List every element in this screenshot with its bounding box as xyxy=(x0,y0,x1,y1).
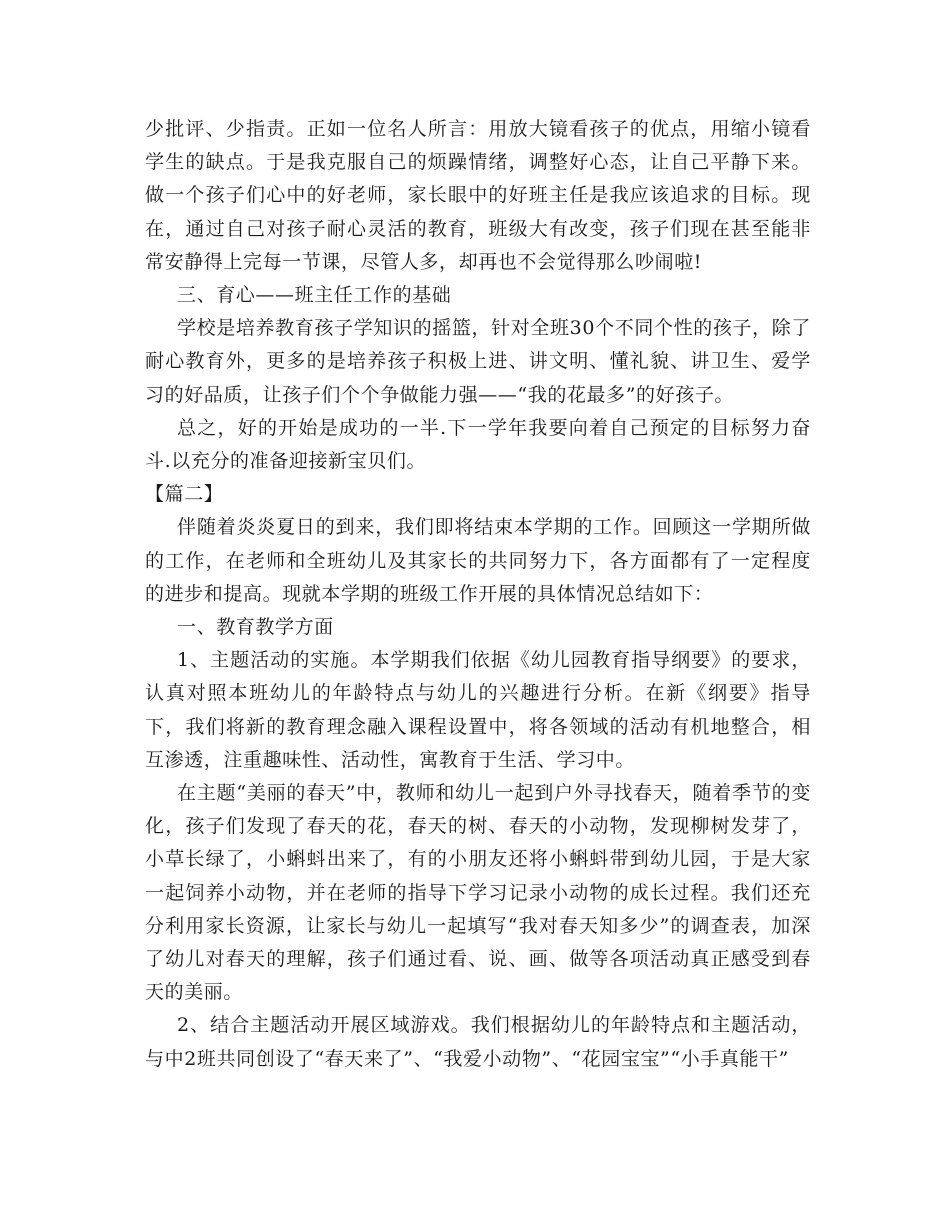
section-heading: 三、育心——班主任工作的基础 xyxy=(177,284,452,307)
paragraph: 2、结合主题活动开展区域游戏。我们根据幼儿的年龄特点和主题活动，与中2班共同创设了“春天来了”、“我爱小动物”、“花园宝宝”“小手真能干” xyxy=(145,1014,811,1070)
paragraph: 1、主题活动的实施。本学期我们依据《幼儿园教育指导纲要》的要求，认真对照本班幼儿的年龄特点与幼儿的兴趣进行分析。在新《纲要》指导下，我们将新的教育理念融入课程设置中，将各领域的活动有机地整合，相互渗透，注重趣味性、活动性，寓教育于生活、学习中。 xyxy=(145,649,811,771)
section-heading: 一、教育教学方面 xyxy=(177,616,334,639)
paragraph: 在主题“美丽的春天”中，教师和幼儿一起到户外寻找春天，随着季节的变化，孩子们发现了春天的花，春天的树、春天的小动物，发现柳树发芽了，小草长绿了，小蝌蚪出来了，有的小朋友还将小蝌蚪带到幼儿园，于是大家一起饲养小动物，并在老师的指导下学习记录小动物的成长过程。我们还充分利用家长资源，让家长与幼儿一起填写“我对春天知多少”的调查表，加深了幼儿对春天的理解，孩子们通过看、说、画、做等各项活动真正感受到春天的美丽。 xyxy=(145,782,811,1004)
paragraph: 少批评、少指责。正如一位名人所言：用放大镜看孩子的优点，用缩小镜看学生的缺点。于是我克服自己的烦躁情绪，调整好心态，让自己平静下来。做一个孩子们心中的好老师，家长眼中的好班主任是我应该追求的目标。现在，通过自己对孩子耐心灵活的教育，班级大有改变，孩子们现在甚至能非常安静得上完每一节课，尽管人多，却再也不会觉得那么吵闹啦! xyxy=(145,118,811,273)
paragraph: 伴随着炎炎夏日的到来，我们即将结束本学期的工作。回顾这一学期所做的工作，在老师和全班幼儿及其家长的共同努力下，各方面都有了一定程度的进步和提高。现就本学期的班级工作开展的具体情况总结如下： xyxy=(145,516,811,605)
document-body xyxy=(145,113,811,1076)
paragraph: 学校是培养教育孩子学知识的摇篮，针对全班30个不同个性的孩子，除了耐心教育外，更多的是培养孩子积极上进、讲文明、懂礼貌、讲卫生、爱学习的好品质，让孩子们个个争做能力强——“我的花最多”的好孩子。 xyxy=(145,317,811,406)
part-label: 【篇二】 xyxy=(145,483,224,506)
paragraph: 总之，好的开始是成功的一半.下一学年我要向着自己预定的目标努力奋斗.以充分的准备迎接新宝贝们。 xyxy=(145,416,811,473)
